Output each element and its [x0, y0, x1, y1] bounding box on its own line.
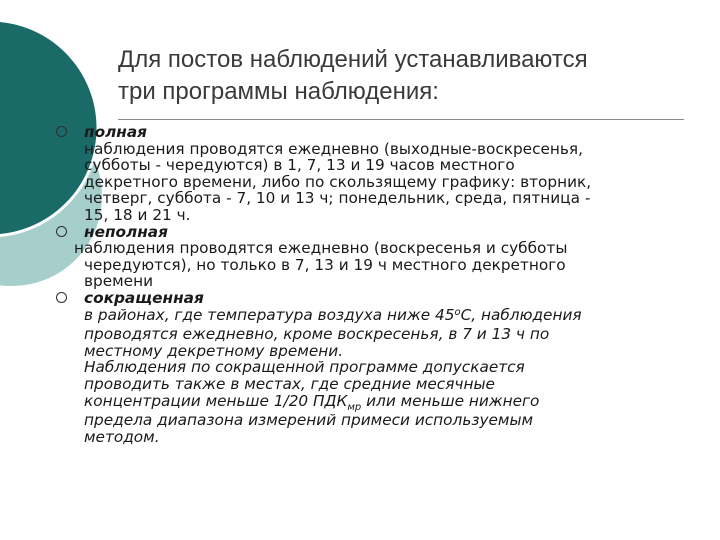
list-item-full [56, 124, 706, 224]
text-part: С, наблюдения [460, 305, 582, 324]
item-line: декретного времени, либо по скользящему графику: вторник, [84, 172, 592, 191]
item-line: времени [84, 272, 154, 291]
text-part: концентрации меньше 1/20 ПДК [84, 391, 348, 410]
text-part: или меньше нижнего [361, 391, 540, 410]
item-line: субботы - чередуются) в 1, 7, 13 и 19 часов местного [84, 156, 515, 175]
item-heading: неполная [84, 222, 168, 241]
item-line [84, 307, 706, 327]
item-line: чередуются), но только в 7, 13 и 19 ч местного декретного [84, 255, 566, 274]
item-line: наблюдения проводятся ежедневно (выходные-воскресенья, [84, 139, 584, 158]
list-item-reduced [56, 290, 706, 445]
item-line: Наблюдения по сокращенной программе допускается [84, 358, 525, 377]
item-line: предела диапазона измерений примеси используемым [84, 411, 534, 430]
item-line: проводятся ежедневно, кроме воскресенья, в 7 и 13 ч по [84, 325, 550, 344]
item-line: наблюдения проводятся ежедневно (воскресенья и субботы [74, 239, 568, 258]
bullet-circle-icon [56, 126, 67, 137]
item-line: местному декретному времени. [84, 341, 344, 360]
content-list [56, 124, 706, 445]
text-part: в районах, где температура воздуха ниже 45 [84, 305, 455, 324]
item-line: 15, 18 и 21 ч. [84, 205, 191, 224]
item-line: проводить также в местах, где средние месячные [84, 374, 495, 393]
bullet-circle-icon [56, 226, 67, 237]
pdk-subscript: мр [347, 401, 362, 413]
item-line [84, 393, 706, 413]
item-heading: полная [84, 123, 147, 141]
item-line: методом. [84, 427, 160, 446]
title-line-1: Для постов наблюдений устанавливаются [118, 46, 588, 73]
list-item-partial [56, 224, 706, 290]
item-heading: сокращенная [84, 288, 204, 307]
bullet-circle-icon [56, 292, 67, 303]
title-divider [118, 119, 684, 120]
slide-title [118, 44, 708, 108]
degree-sign: о [454, 306, 461, 318]
item-line: четверг, суббота - 7, 10 и 13 ч; понедельник, среда, пятница - [84, 189, 591, 208]
title-line-2: три программы наблюдения: [118, 78, 439, 105]
